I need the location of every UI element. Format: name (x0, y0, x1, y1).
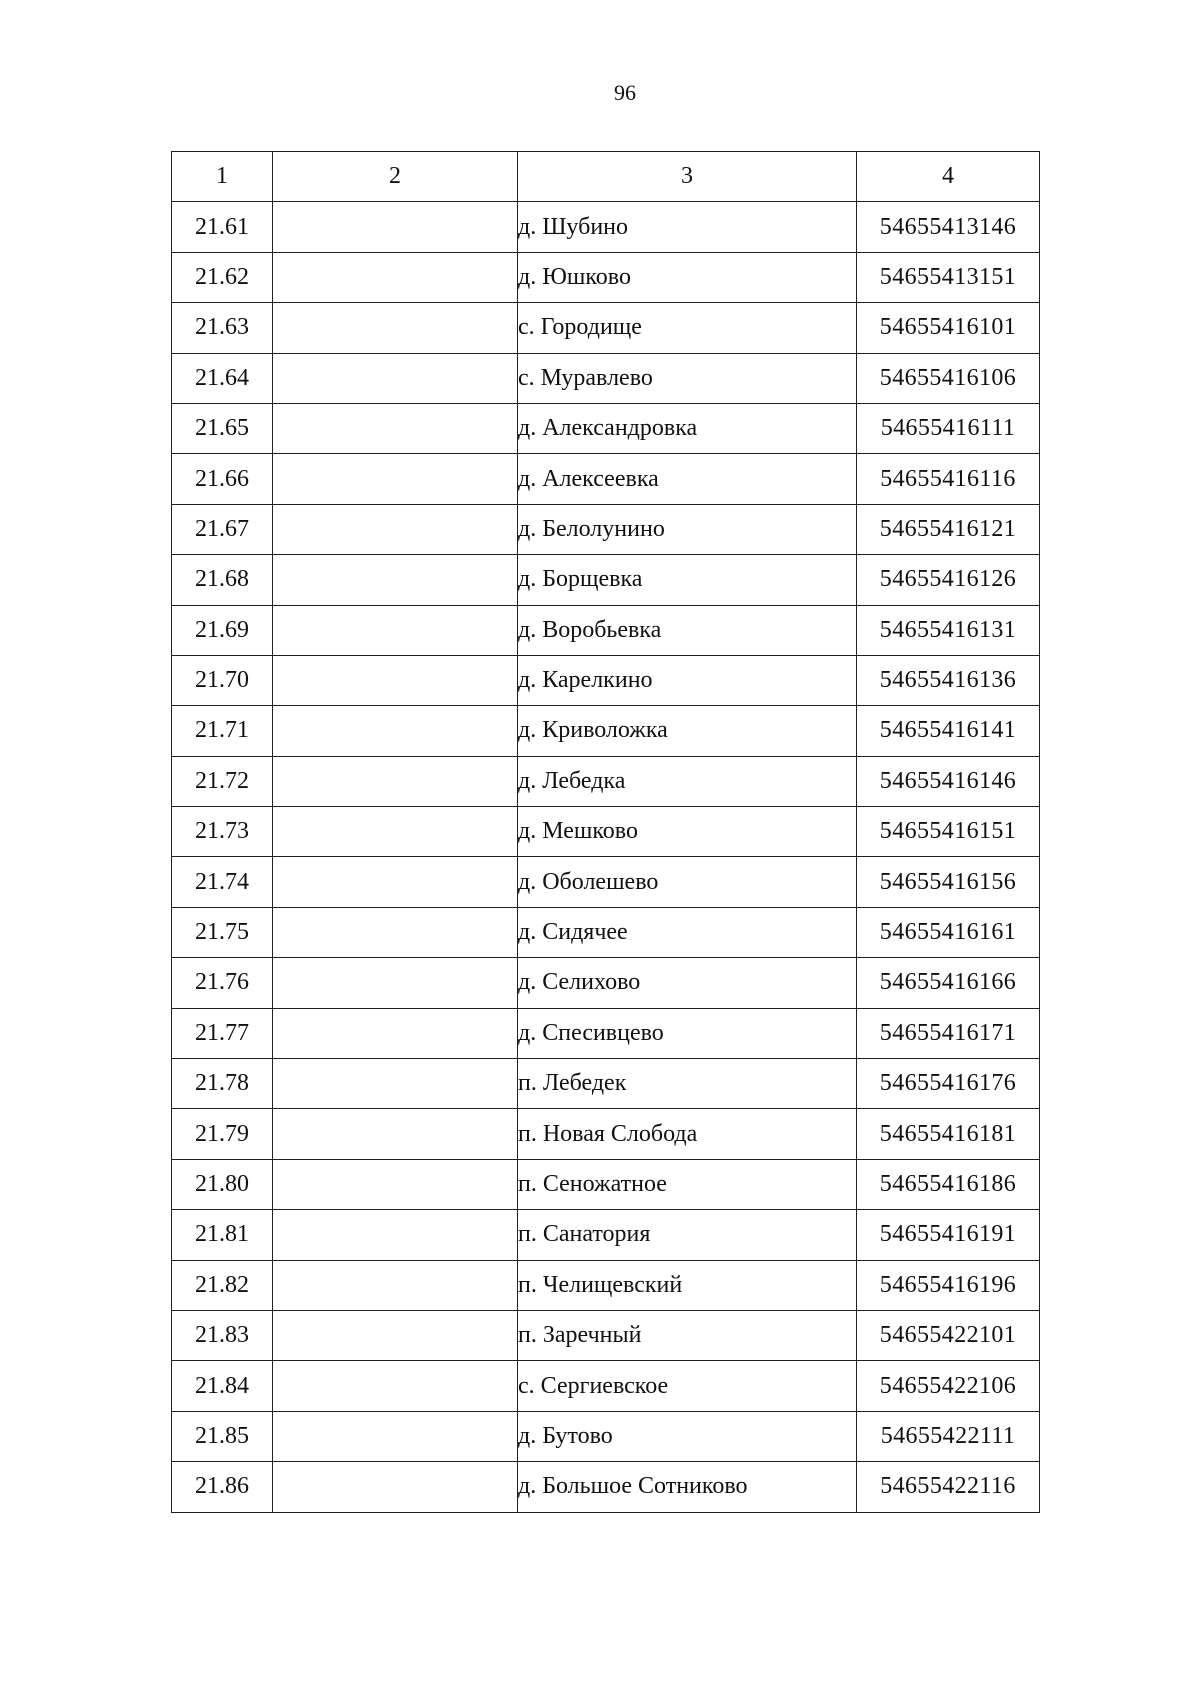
table-header (172, 152, 1040, 202)
settlement-name-cell: п. Санатория (518, 1210, 857, 1260)
header-cell-2: 2 (273, 152, 518, 202)
settlement-name-cell: д. Большое Сотниково (518, 1462, 857, 1512)
row-number-cell: 21.84 (172, 1361, 273, 1411)
table-row (172, 1260, 1040, 1310)
column-2-cell (273, 1361, 518, 1411)
table-row (172, 756, 1040, 806)
column-2-cell (273, 555, 518, 605)
oktmo-code-cell: 54655416136 (857, 655, 1040, 705)
table-row (172, 1109, 1040, 1159)
oktmo-code-cell: 54655416141 (857, 706, 1040, 756)
oktmo-code-cell: 54655416151 (857, 807, 1040, 857)
oktmo-code-cell: 54655416156 (857, 857, 1040, 907)
row-number-cell: 21.69 (172, 605, 273, 655)
column-2-cell (273, 907, 518, 957)
table-row (172, 907, 1040, 957)
column-2-cell (273, 1109, 518, 1159)
column-2-cell (273, 605, 518, 655)
column-2-cell (273, 1411, 518, 1461)
table-row (172, 555, 1040, 605)
settlements-table (171, 151, 1040, 1513)
header-cell-1: 1 (172, 152, 273, 202)
settlement-name-cell: д. Мешково (518, 807, 857, 857)
oktmo-code-cell: 54655416166 (857, 958, 1040, 1008)
row-number-cell: 21.81 (172, 1210, 273, 1260)
table-row (172, 706, 1040, 756)
row-number-cell: 21.73 (172, 807, 273, 857)
table-row (172, 1462, 1040, 1512)
row-number-cell: 21.83 (172, 1310, 273, 1360)
row-number-cell: 21.77 (172, 1008, 273, 1058)
oktmo-code-cell: 54655416111 (857, 403, 1040, 453)
row-number-cell: 21.66 (172, 454, 273, 504)
column-2-cell (273, 1462, 518, 1512)
settlement-name-cell: с. Муравлево (518, 353, 857, 403)
row-number-cell: 21.86 (172, 1462, 273, 1512)
row-number-cell: 21.72 (172, 756, 273, 806)
oktmo-code-cell: 54655422106 (857, 1361, 1040, 1411)
table-row (172, 605, 1040, 655)
column-2-cell (273, 1310, 518, 1360)
settlement-name-cell: п. Сеножатное (518, 1159, 857, 1209)
column-2-cell (273, 1260, 518, 1310)
row-number-cell: 21.65 (172, 403, 273, 453)
page-number: 96 (614, 80, 636, 105)
settlement-name-cell: д. Карелкино (518, 655, 857, 705)
oktmo-code-cell: 54655416176 (857, 1059, 1040, 1109)
settlement-name-cell: д. Лебедка (518, 756, 857, 806)
settlement-name-cell: д. Шубино (518, 202, 857, 252)
oktmo-code-cell: 54655416171 (857, 1008, 1040, 1058)
settlement-name-cell: с. Городище (518, 303, 857, 353)
settlement-name-cell: с. Сергиевское (518, 1361, 857, 1411)
table-row (172, 655, 1040, 705)
settlement-name-cell: п. Заречный (518, 1310, 857, 1360)
row-number-cell: 21.80 (172, 1159, 273, 1209)
column-2-cell (273, 303, 518, 353)
row-number-cell: 21.64 (172, 353, 273, 403)
row-number-cell: 21.70 (172, 655, 273, 705)
oktmo-code-cell: 54655422101 (857, 1310, 1040, 1360)
row-number-cell: 21.67 (172, 504, 273, 554)
settlement-name-cell: д. Сидячее (518, 907, 857, 957)
column-2-cell (273, 403, 518, 453)
row-number-cell: 21.63 (172, 303, 273, 353)
table-row (172, 807, 1040, 857)
table-row (172, 303, 1040, 353)
column-2-cell (273, 807, 518, 857)
column-2-cell (273, 353, 518, 403)
settlement-name-cell: д. Оболешево (518, 857, 857, 907)
oktmo-code-cell: 54655422116 (857, 1462, 1040, 1512)
table-row (172, 1008, 1040, 1058)
settlement-name-cell: д. Селихово (518, 958, 857, 1008)
row-number-cell: 21.74 (172, 857, 273, 907)
oktmo-code-cell: 54655416186 (857, 1159, 1040, 1209)
table-row (172, 202, 1040, 252)
settlement-name-cell: д. Бутово (518, 1411, 857, 1461)
oktmo-code-cell: 54655416126 (857, 555, 1040, 605)
table-body (172, 202, 1040, 1512)
settlement-name-cell: п. Лебедек (518, 1059, 857, 1109)
table-row (172, 1059, 1040, 1109)
column-2-cell (273, 1159, 518, 1209)
column-2-cell (273, 202, 518, 252)
table-row (172, 504, 1040, 554)
oktmo-code-cell: 54655416101 (857, 303, 1040, 353)
column-2-cell (273, 1059, 518, 1109)
oktmo-code-cell: 54655416161 (857, 907, 1040, 957)
column-2-cell (273, 454, 518, 504)
row-number-cell: 21.82 (172, 1260, 273, 1310)
settlement-name-cell: д. Борщевка (518, 555, 857, 605)
settlement-name-cell: д. Воробьевка (518, 605, 857, 655)
column-2-cell (273, 857, 518, 907)
oktmo-code-cell: 54655413151 (857, 252, 1040, 302)
oktmo-code-cell: 54655416191 (857, 1210, 1040, 1260)
row-number-cell: 21.78 (172, 1059, 273, 1109)
row-number-cell: 21.68 (172, 555, 273, 605)
table-row (172, 403, 1040, 453)
settlement-name-cell: п. Новая Слобода (518, 1109, 857, 1159)
row-number-cell: 21.79 (172, 1109, 273, 1159)
oktmo-code-cell: 54655416116 (857, 454, 1040, 504)
settlement-name-cell: д. Спесивцево (518, 1008, 857, 1058)
column-2-cell (273, 252, 518, 302)
settlement-name-cell: д. Юшково (518, 252, 857, 302)
column-2-cell (273, 958, 518, 1008)
column-2-cell (273, 1008, 518, 1058)
row-number-cell: 21.85 (172, 1411, 273, 1461)
column-2-cell (273, 655, 518, 705)
column-2-cell (273, 706, 518, 756)
oktmo-code-cell: 54655413146 (857, 202, 1040, 252)
oktmo-code-cell: 54655416146 (857, 756, 1040, 806)
row-number-cell: 21.62 (172, 252, 273, 302)
row-number-cell: 21.75 (172, 907, 273, 957)
table-row (172, 252, 1040, 302)
header-cell-3: 3 (518, 152, 857, 202)
table-row (172, 353, 1040, 403)
settlement-name-cell: д. Александровка (518, 403, 857, 453)
table-row (172, 1310, 1040, 1360)
oktmo-code-cell: 54655422111 (857, 1411, 1040, 1461)
row-number-cell: 21.71 (172, 706, 273, 756)
settlement-name-cell: д. Алексеевка (518, 454, 857, 504)
column-2-cell (273, 504, 518, 554)
table-row (172, 857, 1040, 907)
table-row (172, 1210, 1040, 1260)
column-2-cell (273, 1210, 518, 1260)
table-row (172, 1159, 1040, 1209)
oktmo-code-cell: 54655416131 (857, 605, 1040, 655)
header-cell-4: 4 (857, 152, 1040, 202)
column-2-cell (273, 756, 518, 806)
settlement-name-cell: п. Челищевский (518, 1260, 857, 1310)
table-row (172, 454, 1040, 504)
header-row (172, 152, 1040, 202)
table-row (172, 958, 1040, 1008)
settlement-name-cell: д. Криволожка (518, 706, 857, 756)
oktmo-code-cell: 54655416106 (857, 353, 1040, 403)
settlement-name-cell: д. Белолунино (518, 504, 857, 554)
row-number-cell: 21.76 (172, 958, 273, 1008)
row-number-cell: 21.61 (172, 202, 273, 252)
oktmo-code-cell: 54655416121 (857, 504, 1040, 554)
table-row (172, 1361, 1040, 1411)
oktmo-code-cell: 54655416196 (857, 1260, 1040, 1310)
table-row (172, 1411, 1040, 1461)
oktmo-code-cell: 54655416181 (857, 1109, 1040, 1159)
